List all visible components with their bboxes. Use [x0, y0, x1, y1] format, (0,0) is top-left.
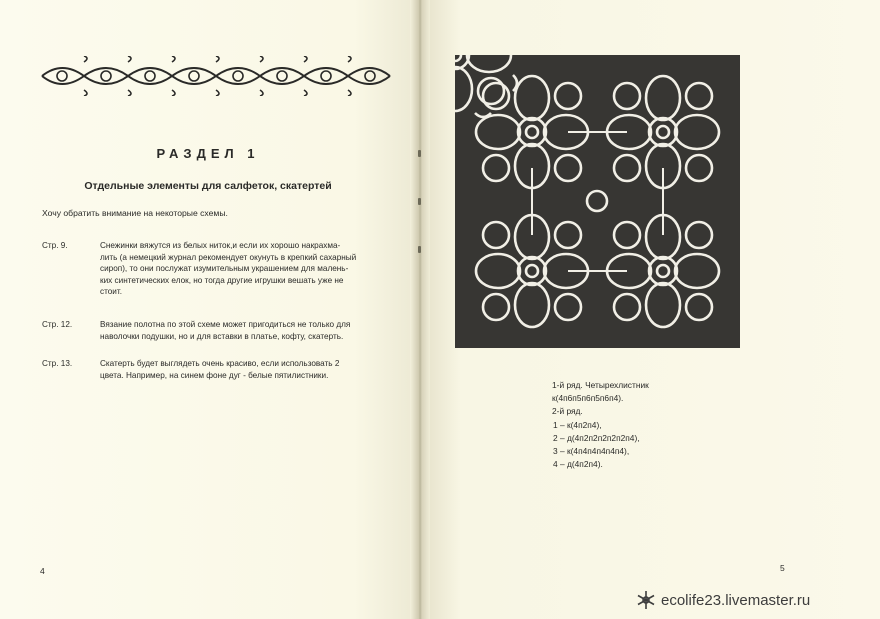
entry-line: стоит. [100, 287, 122, 297]
entry-text [100, 240, 400, 298]
pattern-line: 1-й ряд. Четырехлистник [552, 380, 649, 390]
entry-line: Снежинки вяжутся из белых ниток,и если их хорошо накрахма- [100, 241, 341, 250]
entry-ref: Стр. 9. [42, 241, 68, 250]
binding-stitch [418, 150, 421, 157]
entry-ref: Стр. 12. [42, 320, 73, 329]
page-number-left: 4 [40, 566, 45, 576]
entry-line: цвета. Например, на синем фоне дуг - белые пятилистники. [100, 370, 329, 380]
lace-motif-photo [455, 55, 740, 348]
entry-line: Скатерть будет выглядеть очень красиво, если использовать 2 [100, 359, 340, 368]
entry-line: лить (а немецкий журнал рекомендует окунуть в крепкий сахарный [100, 252, 357, 262]
entry-page-12 [42, 319, 400, 342]
intro-text: Хочу обратить внимание на некоторые схемы. [42, 208, 228, 218]
pattern-line: 3 – к(4п4п4п4п4п4), [553, 446, 630, 457]
section-title: РАЗДЕЛ 1 [156, 146, 260, 161]
entry-line: наволочки подушки, но и для вставки в платье, кофту, скатерть. [100, 331, 344, 341]
page-number-right: 5 [780, 563, 785, 573]
entry-text [100, 319, 400, 342]
pattern-line: 2 – д(4п2п2п2п2п2п4), [553, 432, 640, 443]
ornament-border [40, 56, 392, 96]
entry-line: Вязание полотна по этой схеме может пригодиться не только для [100, 320, 351, 329]
entry-ref: Стр. 13. [42, 359, 73, 368]
pattern-line: 4 – д(4п2п4). [553, 459, 603, 470]
pattern-line: 1 – к(4п2п4), [553, 419, 602, 430]
watermark [636, 590, 810, 610]
entry-line: ких синтетических елок, но тогда другие игрушки вешать уже не [100, 275, 344, 285]
pattern-instructions [552, 379, 649, 471]
pattern-line: к(4п6п5п6п5п6п4). [552, 393, 624, 404]
entry-line: сироп), то они послужат изумительным украшением для малень- [100, 264, 349, 274]
entry-page-9 [42, 240, 400, 298]
pattern-line: 2-й ряд. [552, 406, 583, 417]
snowflake-logo-icon [636, 590, 656, 610]
watermark-text: ecolife23.livemaster.ru [661, 591, 811, 609]
section-subtitle: Отдельные элементы для салфеток, скатертей [84, 180, 332, 192]
entry-page-13 [42, 358, 400, 381]
book-gutter [410, 0, 430, 619]
entry-text [100, 358, 400, 381]
binding-stitch [418, 246, 421, 253]
binding-stitch [418, 198, 421, 205]
